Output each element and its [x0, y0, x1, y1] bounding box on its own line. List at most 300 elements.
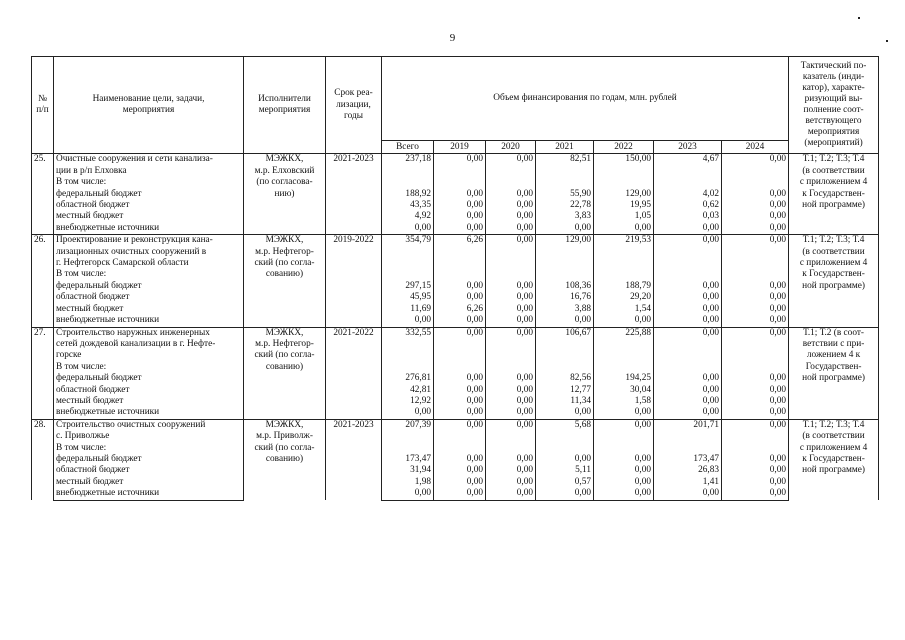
table-row [32, 465, 879, 476]
funding-value [486, 166, 536, 177]
entry-executors: МЭЖКХ, м.р. Елховский (по согласова- нию) [244, 154, 326, 235]
entry-indicator: Т.1; Т.2 (в соот- ветствии с при- ложением 4 к Государствен- ной программе) [789, 327, 879, 419]
funding-value [382, 443, 434, 454]
funding-value: 201,71 [654, 419, 722, 431]
table-row [32, 396, 879, 407]
funding-value: 0,00 [594, 315, 654, 327]
table-row [32, 292, 879, 303]
entry-term: 2021-2022 [326, 327, 382, 419]
funding-value: 0,00 [722, 477, 789, 488]
entry-name-line: ции в р/п Елховка [54, 166, 244, 177]
table-row [32, 269, 879, 280]
funding-value: 0,00 [654, 281, 722, 292]
funding-source-label: местный бюджет [54, 477, 244, 488]
table-row [32, 315, 879, 327]
funding-value: 0,00 [594, 419, 654, 431]
header-num: № п/п [32, 57, 54, 154]
funding-value: 0,00 [434, 465, 486, 476]
table-row [32, 385, 879, 396]
funding-value: 129,00 [536, 235, 594, 247]
funding-value: 0,00 [722, 373, 789, 384]
funding-value: 0,00 [434, 223, 486, 235]
funding-value: 12,77 [536, 385, 594, 396]
funding-value: 0,00 [486, 419, 536, 431]
funding-value: 19,95 [594, 200, 654, 211]
funding-value: 0,00 [486, 477, 536, 488]
funding-value: 0,00 [434, 477, 486, 488]
funding-value: 22,78 [536, 200, 594, 211]
funding-value: 0,00 [382, 488, 434, 500]
funding-source-label: внебюджетные источники [54, 488, 244, 500]
funding-source-label: внебюджетные источники [54, 407, 244, 419]
funding-value: 0,00 [486, 454, 536, 465]
funding-value: 0,00 [536, 454, 594, 465]
funding-value: 0,00 [434, 189, 486, 200]
funding-value [434, 177, 486, 188]
funding-value: 0,00 [722, 304, 789, 315]
funding-value: 0,00 [434, 396, 486, 407]
table-row [32, 235, 879, 247]
funding-value: 0,00 [722, 407, 789, 419]
funding-value: 219,53 [594, 235, 654, 247]
funding-value [594, 350, 654, 361]
funding-value: 0,00 [722, 385, 789, 396]
funding-value: 0,00 [722, 454, 789, 465]
funding-source-label: местный бюджет [54, 396, 244, 407]
funding-value: 11,34 [536, 396, 594, 407]
funding-value: 0,00 [434, 419, 486, 431]
funding-value [486, 258, 536, 269]
funding-value: 0,00 [486, 488, 536, 500]
funding-value: 0,00 [486, 304, 536, 315]
funding-source-label: федеральный бюджет [54, 189, 244, 200]
header-year: 2021 [536, 141, 594, 154]
funding-value: 0,00 [722, 281, 789, 292]
funding-value: 108,36 [536, 281, 594, 292]
funding-value: 6,26 [434, 235, 486, 247]
funding-value: 0,00 [722, 396, 789, 407]
funding-value: 0,00 [594, 407, 654, 419]
funding-value: 29,20 [594, 292, 654, 303]
entry-name-line: Строительство наружных инженерных [54, 327, 244, 339]
funding-value [722, 431, 789, 442]
funding-value: 0,00 [722, 223, 789, 235]
funding-value: 12,92 [382, 396, 434, 407]
funding-value [594, 269, 654, 280]
funding-value [654, 339, 722, 350]
entry-name-line: лизационных очистных сооружений в [54, 247, 244, 258]
funding-value: 0,00 [434, 373, 486, 384]
funding-value [382, 166, 434, 177]
funding-value: 0,00 [486, 315, 536, 327]
table-row [32, 304, 879, 315]
funding-value: 82,51 [536, 154, 594, 166]
table-row [32, 419, 879, 431]
funding-value: 188,79 [594, 281, 654, 292]
funding-value: 0,00 [722, 315, 789, 327]
funding-value: 0,00 [722, 465, 789, 476]
funding-value [594, 177, 654, 188]
table-row [32, 223, 879, 235]
funding-value: 0,00 [594, 465, 654, 476]
entry-executors: МЭЖКХ, м.р. Приволж- ский (по согла- сованию) [244, 419, 326, 500]
funding-value: 0,00 [654, 373, 722, 384]
funding-value: 1,54 [594, 304, 654, 315]
table-row [32, 189, 879, 200]
entry-number: 25. [32, 154, 54, 235]
funding-value: 42,81 [382, 385, 434, 396]
entry-name-line: с. Приволжье [54, 431, 244, 442]
funding-value [382, 247, 434, 258]
funding-value [722, 362, 789, 373]
funding-source-label: областной бюджет [54, 465, 244, 476]
funding-value: 43,35 [382, 200, 434, 211]
funding-value: 0,00 [594, 223, 654, 235]
funding-source-label: областной бюджет [54, 200, 244, 211]
funding-value: 0,03 [654, 211, 722, 222]
funding-value: 0,00 [654, 396, 722, 407]
entry-indicator: Т.1; Т.2; Т.3; Т.4 (в соответствии с приложением 4 к Государствен- ной программе) [789, 154, 879, 235]
funding-source-label: областной бюджет [54, 385, 244, 396]
funding-value [434, 431, 486, 442]
funding-value [486, 177, 536, 188]
funding-value: 1,41 [654, 477, 722, 488]
funding-value: 150,00 [594, 154, 654, 166]
funding-source-label: местный бюджет [54, 304, 244, 315]
funding-value: 0,00 [486, 189, 536, 200]
funding-value: 0,00 [654, 327, 722, 339]
funding-value [594, 443, 654, 454]
funding-value: 55,90 [536, 189, 594, 200]
funding-value: 0,62 [654, 200, 722, 211]
funding-value: 0,00 [722, 488, 789, 500]
funding-value: 297,15 [382, 281, 434, 292]
funding-value: 0,00 [486, 211, 536, 222]
funding-value [536, 177, 594, 188]
entry-term: 2019-2022 [326, 235, 382, 327]
funding-value [654, 177, 722, 188]
table-row [32, 362, 879, 373]
funding-value: 0,00 [654, 315, 722, 327]
table-row [32, 211, 879, 222]
table-row [32, 488, 879, 500]
entry-name-line: В том числе: [54, 269, 244, 280]
funding-value: 129,00 [594, 189, 654, 200]
funding-source-label: федеральный бюджет [54, 373, 244, 384]
entry-number: 27. [32, 327, 54, 419]
funding-value [382, 431, 434, 442]
funding-value: 173,47 [654, 454, 722, 465]
funding-source-label: федеральный бюджет [54, 454, 244, 465]
funding-value: 5,11 [536, 465, 594, 476]
funding-value: 0,57 [536, 477, 594, 488]
header-executors: Исполнители мероприятия [244, 57, 326, 154]
funding-value [382, 350, 434, 361]
funding-value [486, 431, 536, 442]
table-row [32, 327, 879, 339]
table-row [32, 281, 879, 292]
funding-value: 0,00 [722, 235, 789, 247]
header-term: Срок реа- лизации, годы [326, 57, 382, 154]
funding-value [434, 247, 486, 258]
funding-value [382, 258, 434, 269]
funding-value [536, 443, 594, 454]
funding-value: 0,00 [536, 223, 594, 235]
funding-value [722, 339, 789, 350]
funding-value: 1,98 [382, 477, 434, 488]
table-row [32, 431, 879, 442]
funding-value [434, 166, 486, 177]
funding-value [722, 350, 789, 361]
funding-value: 0,00 [536, 407, 594, 419]
funding-value [434, 258, 486, 269]
funding-value: 0,00 [434, 385, 486, 396]
funding-value: 0,00 [654, 223, 722, 235]
table-row [32, 339, 879, 350]
entry-name-line: г. Нефтегорск Самарской области [54, 258, 244, 269]
funding-value: 0,00 [382, 315, 434, 327]
table-row [32, 407, 879, 419]
funding-value: 0,00 [486, 281, 536, 292]
funding-value: 0,00 [486, 385, 536, 396]
funding-value: 1,58 [594, 396, 654, 407]
funding-value [536, 258, 594, 269]
funding-value: 0,00 [654, 235, 722, 247]
table-row [32, 454, 879, 465]
funding-value [434, 443, 486, 454]
funding-value [434, 362, 486, 373]
funding-value: 5,68 [536, 419, 594, 431]
funding-value [654, 431, 722, 442]
funding-source-label: областной бюджет [54, 292, 244, 303]
funding-value: 332,55 [382, 327, 434, 339]
funding-value: 3,88 [536, 304, 594, 315]
page-number: 9 [449, 32, 456, 44]
funding-value [654, 443, 722, 454]
funding-value [654, 269, 722, 280]
funding-value: 0,00 [536, 488, 594, 500]
funding-value: 0,00 [486, 327, 536, 339]
entry-name-line: Строительство очистных сооружений [54, 419, 244, 431]
funding-value [536, 350, 594, 361]
entry-name-line: Очистные сооружения и сети канализа- [54, 154, 244, 166]
funding-value: 0,00 [486, 465, 536, 476]
funding-value: 188,92 [382, 189, 434, 200]
funding-source-label: внебюджетные источники [54, 223, 244, 235]
table-row [32, 350, 879, 361]
funding-value: 0,00 [654, 488, 722, 500]
funding-value: 0,00 [434, 200, 486, 211]
funding-value [654, 247, 722, 258]
scan-speck [886, 40, 888, 42]
entry-number: 28. [32, 419, 54, 500]
table-row [32, 443, 879, 454]
funding-value [486, 362, 536, 373]
funding-value [594, 431, 654, 442]
table-row [32, 200, 879, 211]
funding-value: 0,00 [722, 189, 789, 200]
funding-value [594, 247, 654, 258]
funding-value: 0,00 [382, 223, 434, 235]
funding-value [486, 339, 536, 350]
funding-value [434, 350, 486, 361]
funding-value: 0,00 [486, 154, 536, 166]
entry-name-line: Проектирование и реконструкция кана- [54, 235, 244, 247]
funding-value [382, 362, 434, 373]
header-indicator: Тактический по- казатель (инди- катор), характе- ризующий вы- полнение соот- ветствующего мероприятия (мероприятий) [789, 57, 879, 154]
funding-value: 0,00 [654, 292, 722, 303]
funding-value: 354,79 [382, 235, 434, 247]
entry-name-line: горске [54, 350, 244, 361]
funding-value: 0,00 [434, 488, 486, 500]
funding-value [722, 166, 789, 177]
entry-term: 2021-2023 [326, 154, 382, 235]
funding-value: 0,00 [434, 281, 486, 292]
funding-value [486, 350, 536, 361]
funding-value [536, 269, 594, 280]
funding-value: 0,00 [486, 407, 536, 419]
funding-value: 237,18 [382, 154, 434, 166]
header-year: 2022 [594, 141, 654, 154]
funding-value: 0,00 [654, 304, 722, 315]
funding-value: 0,00 [594, 477, 654, 488]
header-year: 2023 [654, 141, 722, 154]
funding-value: 45,95 [382, 292, 434, 303]
table-row [32, 154, 879, 166]
funding-value [722, 177, 789, 188]
funding-value [654, 350, 722, 361]
funding-value: 82,56 [536, 373, 594, 384]
funding-value: 0,00 [594, 454, 654, 465]
funding-value: 0,00 [434, 315, 486, 327]
funding-value: 1,05 [594, 211, 654, 222]
funding-value [486, 247, 536, 258]
entry-executors: МЭЖКХ, м.р. Нефтегор- ский (по согла- сованию) [244, 327, 326, 419]
funding-value: 0,00 [722, 419, 789, 431]
funding-value: 4,02 [654, 189, 722, 200]
funding-value: 0,00 [382, 407, 434, 419]
funding-value: 6,26 [434, 304, 486, 315]
entry-name-line: В том числе: [54, 177, 244, 188]
funding-value [434, 269, 486, 280]
funding-value: 0,00 [486, 373, 536, 384]
funding-value: 0,00 [486, 200, 536, 211]
funding-value: 16,76 [536, 292, 594, 303]
funding-source-label: местный бюджет [54, 211, 244, 222]
funding-value: 0,00 [722, 327, 789, 339]
funding-value: 0,00 [434, 407, 486, 419]
entry-term: 2021-2023 [326, 419, 382, 500]
funding-value: 4,92 [382, 211, 434, 222]
funding-value [654, 258, 722, 269]
funding-value [594, 258, 654, 269]
table-row [32, 166, 879, 177]
funding-value [486, 269, 536, 280]
funding-value: 0,00 [486, 292, 536, 303]
funding-value [486, 443, 536, 454]
funding-value [654, 362, 722, 373]
funding-value: 0,00 [486, 235, 536, 247]
funding-value [594, 362, 654, 373]
funding-value: 0,00 [434, 211, 486, 222]
entry-name-line: В том числе: [54, 443, 244, 454]
header-year: 2020 [486, 141, 536, 154]
funding-value: 194,25 [594, 373, 654, 384]
funding-value [536, 431, 594, 442]
table-row [32, 247, 879, 258]
funding-value [536, 247, 594, 258]
funding-source-label: внебюджетные источники [54, 315, 244, 327]
funding-table [31, 56, 879, 501]
funding-value: 0,00 [722, 154, 789, 166]
funding-value: 3,83 [536, 211, 594, 222]
header-name: Наименование цели, задачи, мероприятия [54, 57, 244, 154]
header-year: 2019 [434, 141, 486, 154]
table-row [32, 477, 879, 488]
funding-value [536, 339, 594, 350]
funding-value: 11,69 [382, 304, 434, 315]
funding-value [722, 247, 789, 258]
funding-value: 31,94 [382, 465, 434, 476]
funding-value: 207,39 [382, 419, 434, 431]
funding-value [382, 269, 434, 280]
header-year: Всего [382, 141, 434, 154]
funding-value [536, 166, 594, 177]
funding-value: 0,00 [434, 454, 486, 465]
funding-value: 0,00 [486, 223, 536, 235]
funding-value: 0,00 [654, 385, 722, 396]
entry-indicator: Т.1; Т.2; Т.3; Т.4 (в соответствии с приложением 4 к Государствен- ной программе) [789, 419, 879, 500]
scan-speck [858, 17, 860, 19]
funding-value [382, 339, 434, 350]
funding-value [382, 177, 434, 188]
entry-executors: МЭЖКХ, м.р. Нефтегор- ский (по согла- сованию) [244, 235, 326, 327]
funding-value: 276,81 [382, 373, 434, 384]
funding-value: 30,04 [594, 385, 654, 396]
entry-name-line: сетей дождевой канализации в г. Нефте- [54, 339, 244, 350]
funding-value: 26,83 [654, 465, 722, 476]
funding-value [434, 339, 486, 350]
table-row [32, 373, 879, 384]
funding-value: 173,47 [382, 454, 434, 465]
entry-name-line: В том числе: [54, 362, 244, 373]
header-funding: Объем финансирования по годам, млн. рублей [382, 57, 789, 141]
funding-value [536, 362, 594, 373]
funding-value [654, 166, 722, 177]
funding-value [722, 258, 789, 269]
funding-value: 0,00 [722, 292, 789, 303]
funding-value: 0,00 [434, 292, 486, 303]
funding-value: 0,00 [434, 327, 486, 339]
table-row [32, 258, 879, 269]
funding-source-label: федеральный бюджет [54, 281, 244, 292]
entry-indicator: Т.1; Т.2; Т.3; Т.4 (в соответствии с приложением 4 к Государствен- ной программе) [789, 235, 879, 327]
funding-value: 0,00 [594, 488, 654, 500]
funding-value: 0,00 [722, 200, 789, 211]
funding-value: 0,00 [536, 315, 594, 327]
funding-value: 0,00 [722, 211, 789, 222]
header-year: 2024 [722, 141, 789, 154]
funding-value: 0,00 [486, 396, 536, 407]
funding-value [594, 166, 654, 177]
funding-value: 0,00 [434, 154, 486, 166]
funding-value [722, 443, 789, 454]
table-row [32, 177, 879, 188]
funding-value [722, 269, 789, 280]
funding-value [594, 339, 654, 350]
entry-number: 26. [32, 235, 54, 327]
funding-value: 106,67 [536, 327, 594, 339]
